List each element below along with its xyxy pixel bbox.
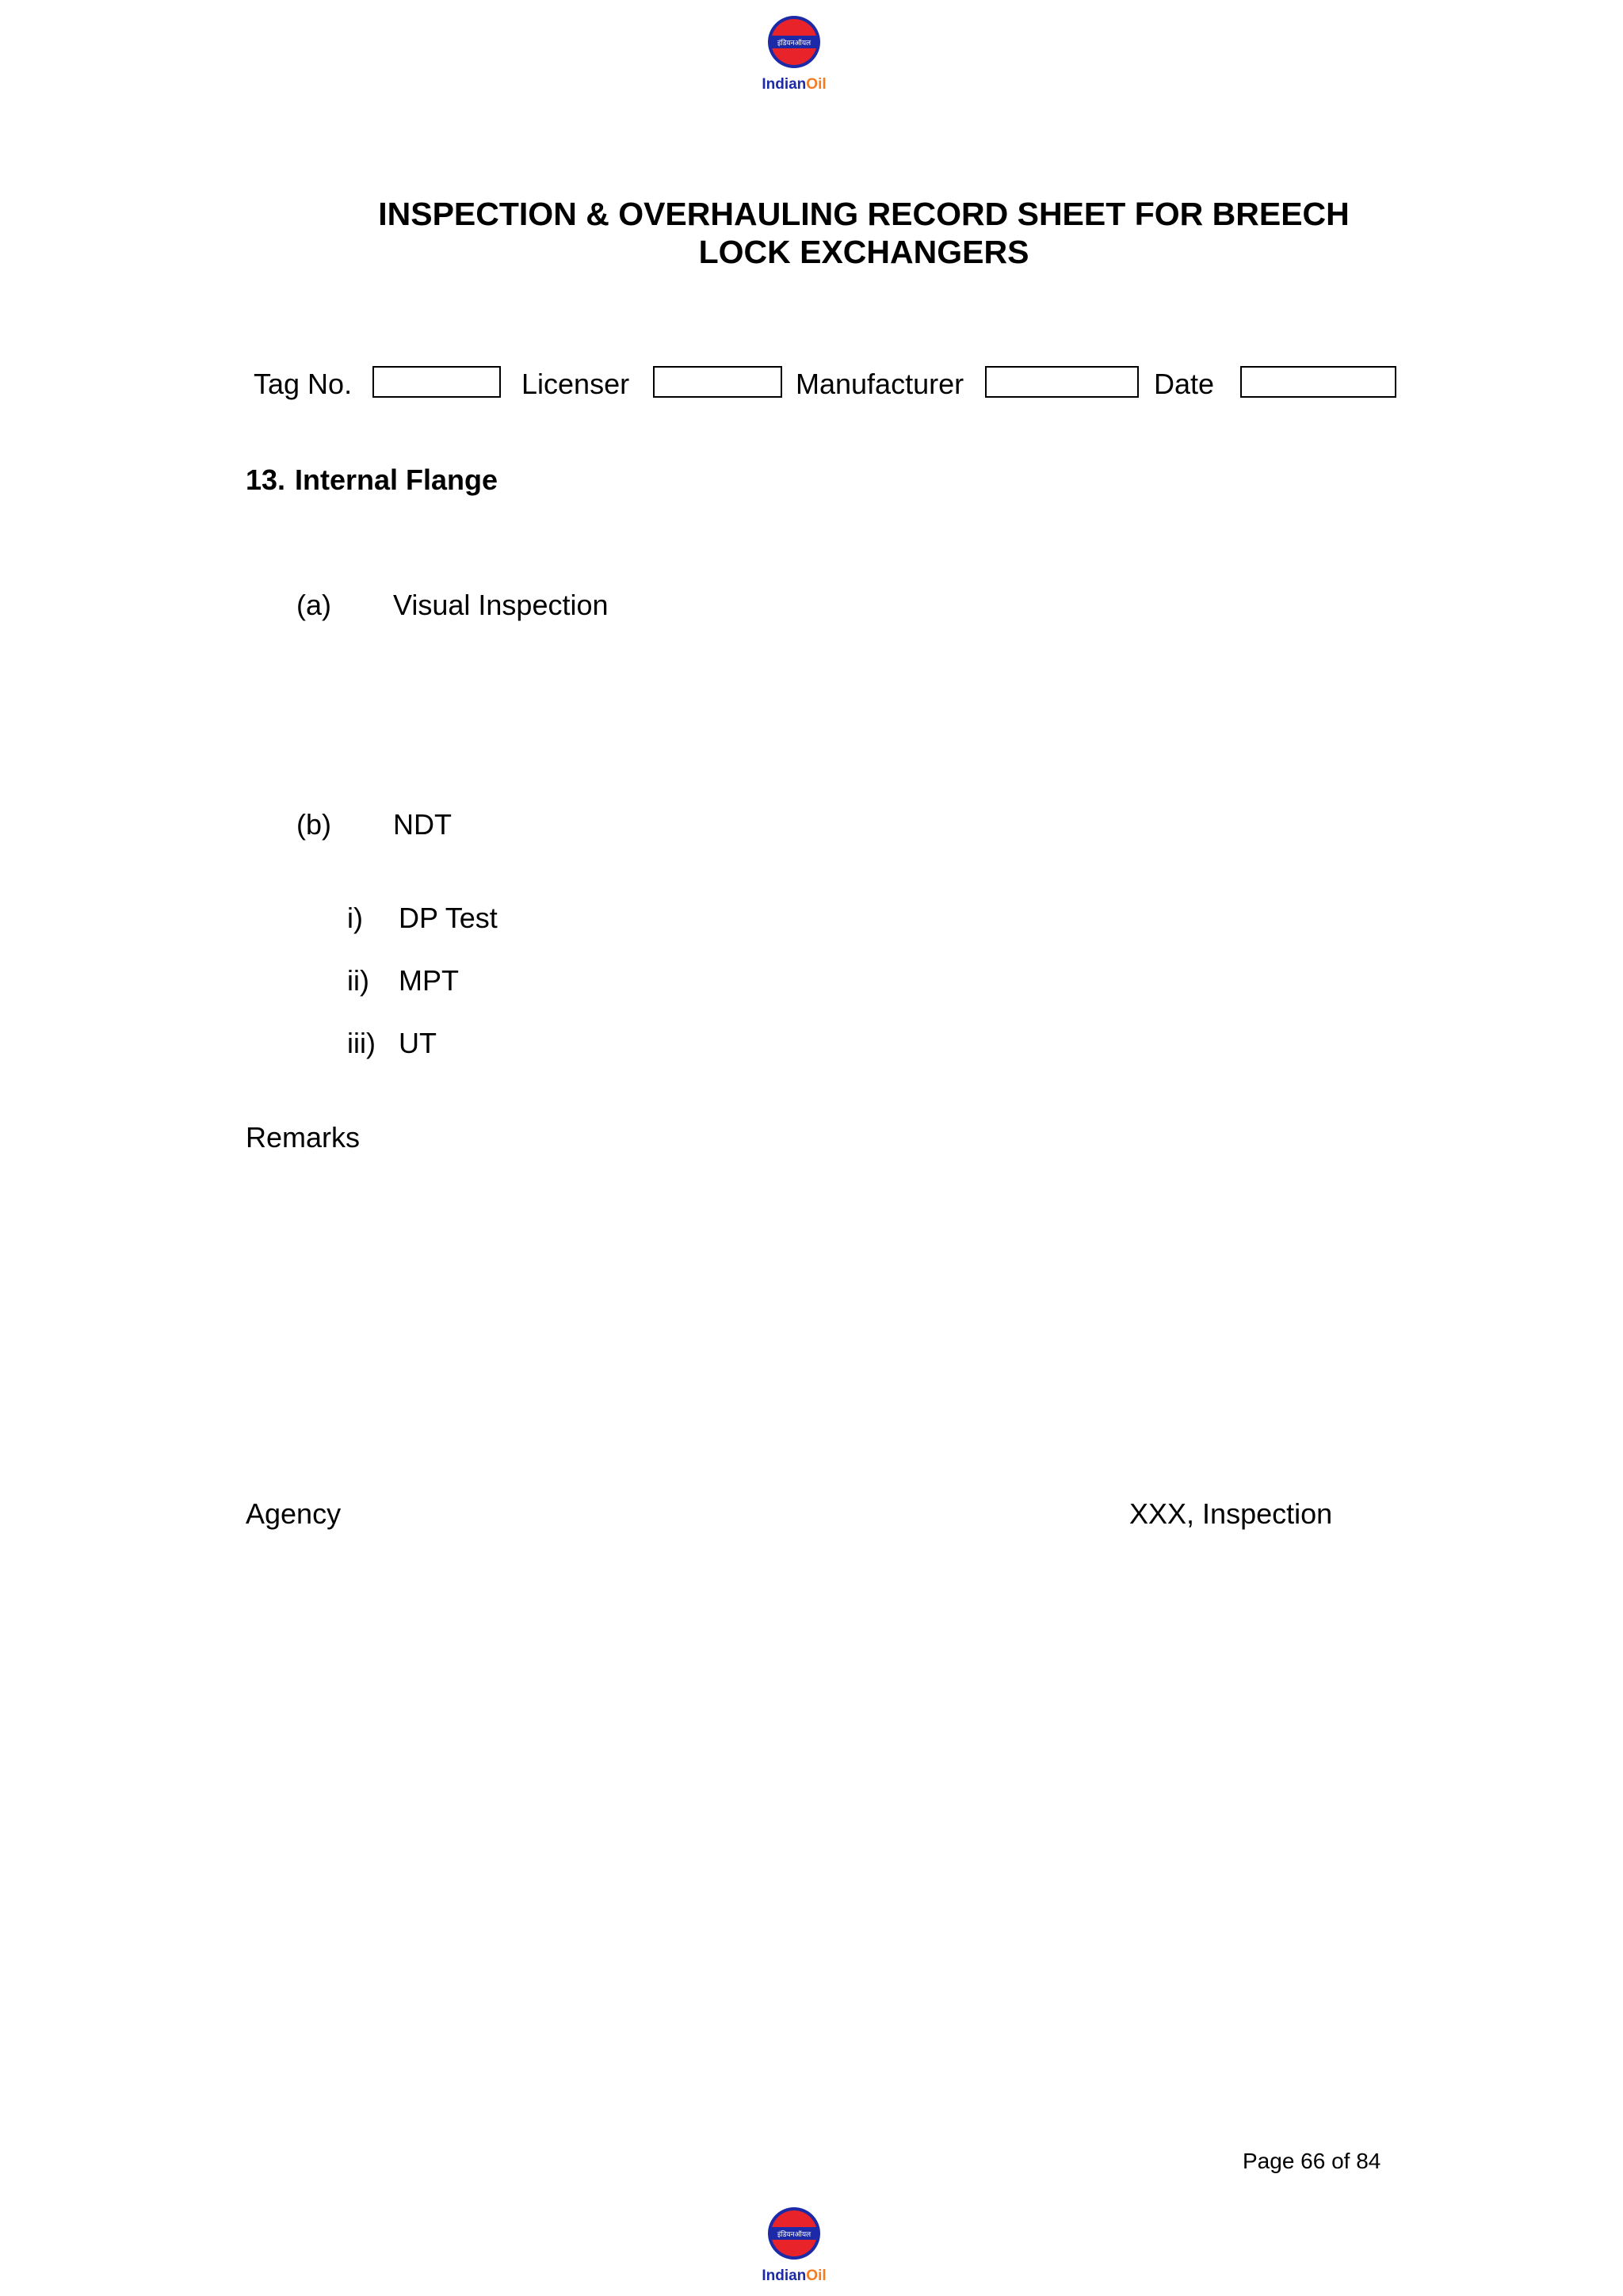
date-field[interactable]	[1240, 366, 1396, 398]
indianoil-emblem-icon	[766, 2201, 822, 2266]
remarks-label: Remarks	[246, 1121, 361, 1154]
logo-wordmark: IndianOil	[762, 76, 827, 93]
subitem-marker-iii: iii)	[347, 1027, 376, 1059]
dp-test-label: DP Test	[399, 902, 498, 934]
subitem-marker-i: i)	[347, 902, 363, 934]
svg-text:इंडियनऑयल: इंडियनऑयल	[777, 40, 812, 48]
licenser-field[interactable]	[653, 366, 782, 398]
manufacturer-field[interactable]	[985, 366, 1139, 398]
title-line-2: LOCK EXCHANGERS	[698, 234, 1029, 270]
licenser-label: Licenser	[521, 368, 630, 400]
svg-text:इंडियनऑयल: इंडियनऑयल	[777, 2231, 812, 2239]
agency-signature-label: Agency	[246, 1497, 342, 1530]
ut-label: UT	[399, 1027, 437, 1059]
title-line-1: INSPECTION & OVERHAULING RECORD SHEET FOR BREECH	[378, 196, 1350, 232]
item-marker-b: (b)	[296, 808, 331, 841]
document-title	[309, 195, 1419, 271]
date-label: Date	[1154, 368, 1215, 400]
tag-no-field[interactable]	[372, 366, 501, 398]
subitem-marker-ii: ii)	[347, 964, 369, 997]
item-marker-a: (a)	[296, 589, 331, 621]
header-logo	[754, 10, 834, 93]
mpt-label: MPT	[399, 964, 459, 997]
page-number: Page 66 of 84	[1243, 2149, 1381, 2173]
inspection-signature-label: XXX, Inspection	[1129, 1497, 1333, 1530]
tag-no-label: Tag No.	[254, 368, 353, 400]
section-heading: Internal Flange	[295, 463, 498, 496]
footer-logo	[754, 2201, 834, 2285]
logo-wordmark: IndianOil	[762, 2267, 827, 2284]
section-number: 13.	[246, 463, 286, 496]
indianoil-emblem-icon	[766, 10, 822, 74]
visual-inspection-label: Visual Inspection	[393, 589, 609, 621]
ndt-label: NDT	[393, 808, 452, 841]
manufacturer-label: Manufacturer	[796, 368, 964, 400]
